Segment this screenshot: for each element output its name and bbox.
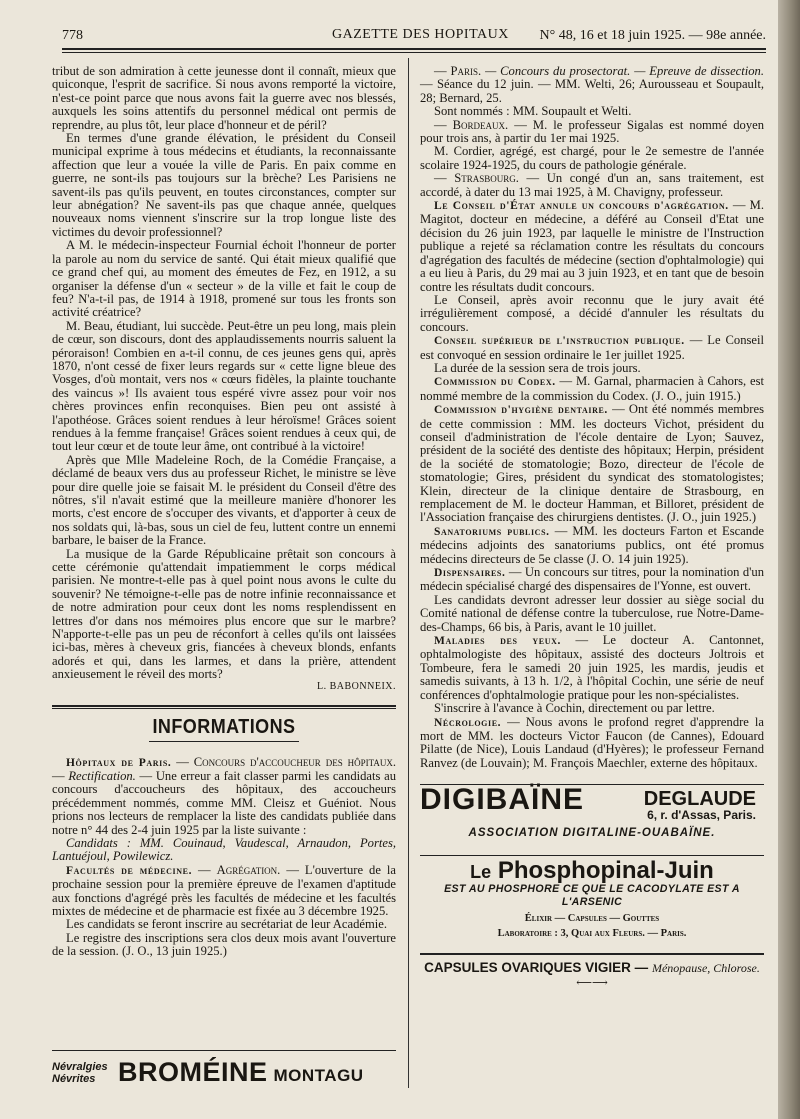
- notice-text: — M. le professeur Sigalas est nommé doyen pour trois ans, à partir du 1er mai 1925.: [420, 117, 765, 146]
- header-rule-thin: [62, 52, 766, 53]
- paragraph: En termes d'une grande élévation, le président du Conseil municipal exprime à tous médecins et étudiants, la reconnaissante affection que leur a vouée la ville de Paris. En paix comme en guerre, ne sont-ils pas toujours sur la brèche? Les Parisiens ne savent-ils pas qu'ils peuvent, en toutes circonstances, compter sur leur abnégation? Ne savent-ils pas que chaque année, quelques nouveaux noms viennent s'inscrire sur la trop longue liste des victimes du devoir professionnel?: [52, 131, 396, 239]
- phosphopinal-forms: Élixir — Capsules — Gouttes: [524, 912, 660, 924]
- paragraph: Le registre des inscriptions sera clos deux mois avant l'ouverture de la session. (J. O., 13 juin 1925.): [52, 930, 396, 959]
- notice-heading: — Paris.: [434, 64, 482, 78]
- paragraph: tribut de son admiration à cette jeunesse dont il connaît, mieux que quiconque, l'esprit de sacrifice. Si nous avons remporté la victoire, n'est-ce point parce que nous avons fait la guerre avec nos blessés, auxquels les soins attentifs du personnel médical ont permis de reprendre, au plus tôt, leur place d'honneur et de péril?: [52, 64, 396, 132]
- notice-necrologie: [420, 716, 764, 771]
- paragraph: A M. le médecin-inspecteur Fournial échoit l'honneur de porter la parole au nom du service de santé. Qui était mieux qualifié que ce grand chef qui, au moment des émeutes de Fez, en 1912, a su organiser la défense d'un « secteur » de la ville et fait le coup de feu? N'a-t-il pas, de 1914 à 1918, promené sur tous les fronts son activité créatrice?: [52, 238, 396, 320]
- notice-text: — L'ouverture de la prochaine session pour la première épreuve de l'examen d'aptitude aux fonctions d'agrégé près les facultés de médecine et les facultés mixtes de médecine et de pharmacie est fixée au 3 décembre 1925.: [52, 862, 396, 918]
- notice-text: — Nous avons le profond regret d'apprendre la mort de MM. les docteurs Victor Faucon (de Cannes), Edouard Pilatte (de Nice), Louis Landaud (d'Hyères); le professeur Fernand Ranvez (de Louvain); M. François Maechler, externe des hôpitaux.: [420, 714, 764, 770]
- notice-hygiene-dentaire: [420, 403, 764, 525]
- deglaude-address: 6, r. d'Assas, Paris.: [647, 808, 756, 823]
- notice-text: — Un concours sur titres, pour la nomination d'un médecin spécialisé chargé des dispensaires de l'Yonne, est ouvert.: [420, 565, 765, 594]
- bromeine-maker: MONTAGU: [273, 1066, 364, 1085]
- notice-text: — Le Conseil est convoqué en session ordinaire le 1er juillet 1925.: [420, 333, 765, 362]
- column-separator: [408, 58, 409, 1088]
- digibaine-maker: [644, 789, 756, 822]
- phosphopinal-name: Phosphopinal-Juin: [497, 856, 714, 884]
- notice-subheading: Agrégation.: [216, 862, 281, 877]
- paragraph: M. Cordier, agrégé, est chargé, pour le 2e semestre de l'année scolaire 1924-1925, du cours de pathologie générale.: [420, 144, 764, 172]
- paragraph: Les candidats devront adresser leur dossier au siège social du Comité national de défense contre la tuberculose, rue Notre-Dame-des-Champs, 66 bis, à Paris, avant le 10 juillet.: [420, 592, 764, 634]
- digibaine-brand: DIGIBAÏNE: [420, 783, 585, 817]
- paragraph: M. Beau, étudiant, lui succède. Peut-être un peu long, mais plein de cœur, son discours, dont des applaudissements nourris saluent la péroraison! Combien en a-t-il connu, de ces jeunes gens qui, après 1870, n'ont cessé de fixer leurs regards sur « cette ligne bleue des Vosges, d'où montait, vers nos « cœurs fidèles, la plainte touchante des vaincus »! Ils avaient tous espéré vivre assez pour voir nos chères provinces enfin reconquises. Bien peu ont assisté à l'apothéose. Grâces soient rendues à leur héroïsme! Grâces soient rendues à la femme française! Grâces soient rendues à ceux qui, de tout leur cœur et de toute leur âme, ont contribué à la victoire!: [52, 318, 396, 454]
- notice-strasbourg: [420, 172, 764, 199]
- paragraph: Sont nommés : MM. Soupault et Welti.: [434, 104, 632, 119]
- ornament-arrow-icon: ⟵⟶: [576, 976, 608, 989]
- informations-heading: INFORMATIONS: [152, 716, 296, 739]
- notice-facultes: Facultés de médecine. — Agrégation. — L'ouverture de la prochaine session pour la première épreuve de l'examen d'aptitude aux fonctions d'agrégé près les facultés de médecine et les facultés mixtes de médecine et de pharmacie est fixée au 3 décembre 1925.: [52, 862, 396, 918]
- notice-text: — M. Garnal, pharmacien à Cahors, est nommé membre de la commission du Codex. (J. O., juin 1915.): [420, 374, 764, 403]
- paragraph: Le Conseil, après avoir reconnu que le jury avait été irrégulièrement composé, a décidé d'annuler les résultats du concours.: [420, 292, 764, 334]
- paragraph: Les candidats se feront inscrire au secrétariat de leur Académie.: [66, 917, 387, 932]
- notice-paris: [420, 65, 764, 105]
- notice-rectification: Rectification.: [68, 768, 136, 783]
- notice-heading: Le Conseil d'État annule un concours d'agrégation.: [434, 200, 729, 213]
- notice-text: — M. Magitot, docteur en médecine, a déféré au Conseil d'Etat une décision du 26 juin 1923, par laquelle le ministre de l'Instruction publique a rejeté sa réclamation contre les résultats du concours d'agrégation des facultés de médecine (section d'ophtalmologie) qui a eu lieu à Paris, du 29 mai au 3 juin 1923, et en tant que de besoin contre les résultats dudit concours.: [420, 198, 764, 294]
- capsules-use: Ménopause, Chlorose.: [651, 960, 760, 975]
- notice-text: — Séance du 12 juin. — MM. Welti, 26; Aurousseau et Soupault, 28; Bernard, 25.: [420, 77, 764, 105]
- notice-text: — Un congé d'un an, sans traitement, est accordé, à dater du 13 mai 1925, à M. Chavigny, professeur.: [420, 171, 765, 199]
- phosphopinal-advertisement: [420, 855, 764, 884]
- bromeine-name: BROMÉINE: [118, 1057, 268, 1087]
- heading-underline: [149, 741, 299, 742]
- notice-codex: [420, 375, 764, 403]
- bromeine-indications: [52, 1061, 108, 1085]
- notice-heading: Facultés de médecine.: [66, 864, 193, 877]
- page-edge-shadow: [778, 0, 800, 1119]
- notice-maladies-yeux: [420, 634, 764, 702]
- notice-conseil-etat: [420, 199, 764, 294]
- header-rule-thick: [62, 48, 766, 50]
- notice-hopitaux: Hôpitaux de Paris. — Concours d'accoucheur des hôpitaux. — Rectification. — Une erreur a fait classer parmi les candidats au concours d'accoucheurs des hôpitaux, des accoucheurs précédemment nommés, comme MM. Cleisz et Guéniot. Nous prions nos lecteurs de remplacer la liste des candidats publiée dans notre n° 44 des 2-4 juin 1925 par la liste suivante :: [52, 754, 396, 837]
- notice-sanatoriums: [420, 525, 764, 566]
- notice-heading: — Bordeaux.: [434, 117, 509, 132]
- notice-heading: — Strasbourg.: [434, 171, 519, 186]
- paragraph: La musique de la Garde Républicaine prêtait son concours à cette cérémonie qu'attendait impatiemment le corps médical parisien. Ne montre-t-elle pas à quel point nous avons le culte du souvenir? Ne témoigne-t-elle pas de notre infinie reconnaissance et de notre admiration pour ceux dont les noms resplendissent en lettres d'or dans nos mémoires plus encore que sur le marbre? N'apporte-t-elle pas un peu de réconfort à celles qu'ils ont laissées ici-bas, mères à cheveux gris, fiancées à cheveux blonds, enfants adorés et qui, dans les larmes, et dans la prière, attendent anxieusement le réveil des morts?: [52, 546, 396, 682]
- indication-text: Névrites: [52, 1073, 96, 1085]
- paragraph: Après que Mlle Madeleine Roch, de la Comédie Française, a déclamé de beaux vers dus au professeur Richet, le ministre se lève pour dire quelle joie se faisait M. le président du Conseil d'être des nôtres, s'il n'avait estimé que la meilleure manière d'honorer les morts, c'est encore de s'occuper des vivants, et d'apporter à ceux de nos soldats qui, là-bas, sous un ciel de feu, luttent contre un ennemi barbare, le baiser de la France.: [52, 452, 396, 548]
- capsules-vigier-advertisement: [420, 953, 764, 975]
- publication-title: GAZETTE DES HOPITAUX: [332, 27, 509, 42]
- notice-dispensaires: [420, 566, 764, 594]
- notice-heading: Commission du Codex.: [434, 376, 556, 389]
- digibaine-advertisement: [420, 784, 764, 840]
- capsules-name: CAPSULES OVARIQUES VIGIER —: [424, 959, 649, 975]
- candidates-list: Candidats : MM. Couinaud, Vaudescal, Arnaudon, Portes, Lantuéjoul, Powilewicz.: [52, 835, 396, 864]
- left-column: [52, 65, 396, 959]
- bromeine-advertisement: [52, 1050, 396, 1091]
- phosphopinal-article: Le: [470, 861, 492, 882]
- author-signature: L. BABONNEIX.: [317, 680, 396, 692]
- notice-text: — Le docteur A. Cantonnet, ophtalmologiste des hôpitaux, assisté des docteurs Joltrois et Tombeure, fera le samedi 20 juin 1925, les mardis, jeudis et samedis suivants, à 13 h. 1/2, à l'hôpital Cochin, une série de neuf conférences d'ophtalmologie pratique pour les non-spécialistes.: [420, 633, 764, 702]
- digibaine-association: ASSOCIATION DIGITALINE-OUABAÏNE.: [468, 827, 716, 840]
- notice-conseil-superieur: [420, 334, 764, 362]
- phosphopinal-laboratory: Laboratoire : 3, Quai aux Fleurs. — Paris.: [497, 928, 687, 940]
- notice-text: — Ont été nommés membres de cette commission : MM. les docteurs Vichot, président du conseil d'administration de l'école dentaire de Lyon; Sauvez, président de la société des dentiste des hôpitaux; Herpin, président de la société de stomatologie; Bozo, directeur de l'école de stomatologie; Gires, président du syndicat des stomatologistes; Klein, directeur de la clinique dentaire de Strasbourg, en remplacement de M. le docteur Hamman, et Billoret, président de l'Association française des chirurgiens dentistes. (J. O., juin 1925.): [420, 402, 764, 525]
- notice-heading: Sanatoriums publics.: [434, 525, 550, 538]
- notice-text: — Une erreur a fait classer parmi les candidats au concours d'accoucheurs des hôpitaux, des accoucheurs précédemment nommés, comme MM. Cleisz et Guéniot. Nous prions nos lecteurs de remplacer la liste des candidats publiée dans notre n° 44 des 2-4 juin 1925 par la liste suivante :: [52, 768, 396, 837]
- notice-text: — MM. les docteurs Farton et Escande médecins adjoints des sanatoriums publics, ont été promus médecins directeurs de 5e classe (J. O. 14 juin 1925).: [420, 523, 764, 566]
- notice-heading: Conseil supérieur de l'instruction publique.: [434, 335, 685, 348]
- notice-bordeaux: [420, 119, 764, 146]
- bromeine-brand: [118, 1057, 364, 1088]
- paragraph: La durée de la session sera de trois jours.: [434, 360, 641, 375]
- notice-subheading: Concours d'accoucheur des hôpitaux.: [193, 754, 396, 769]
- indication-text: Névralgies: [52, 1061, 108, 1073]
- notice-subheading: — Concours du prosectorat. — Epreuve de dissection.: [485, 64, 764, 78]
- issue-line: N° 48, 16 et 18 juin 1925. — 98e année.: [539, 28, 766, 43]
- notice-heading: Nécrologie.: [434, 716, 502, 729]
- notice-heading: Commission d'hygiène dentaire.: [434, 404, 608, 417]
- paragraph: S'inscrire à l'avance à Cochin, directement ou par lettre.: [434, 701, 715, 716]
- notice-heading: Dispensaires.: [434, 567, 506, 580]
- notice-heading: Hôpitaux de Paris.: [66, 756, 172, 769]
- section-rule: [52, 705, 396, 709]
- page-header: [62, 24, 766, 46]
- deglaude-name: DEGLAUDE: [643, 788, 756, 811]
- phosphopinal-claim: EST AU PHOSPHORE CE QUE LE CACODYLATE EST A L'ARSENIC: [444, 882, 740, 909]
- page-number: 778: [62, 28, 83, 43]
- notice-heading: Maladies des yeux.: [434, 635, 561, 648]
- right-column: [420, 65, 764, 990]
